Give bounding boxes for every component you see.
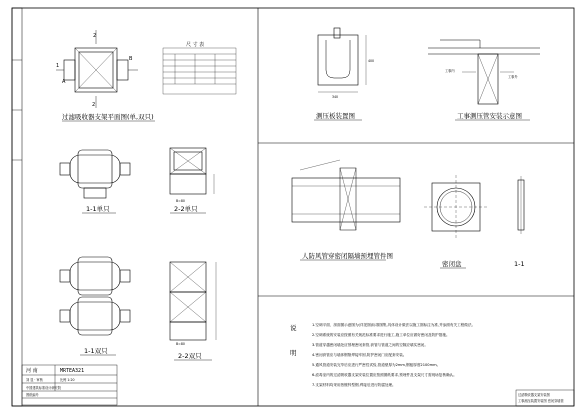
notes-heading-1: 说 [290,324,297,332]
section-marker-1: 1 [56,63,60,69]
notes-heading-2: 明 [290,349,297,357]
section-1-single [60,150,130,198]
section-2-double [170,262,216,340]
title-block-company: 河 南 [26,368,38,374]
title-block-drawing-no: MRTEA321 [60,368,85,374]
wall-pipe-title: 人防风管穿密闭隔墙预埋管件图 [302,252,393,260]
binding-strip [12,8,22,406]
dim-b-single: B=80 [176,199,185,203]
right-title-1: 过滤吸收器支架安装图 [518,393,550,397]
table-heading: 尺 寸 表 [186,42,205,48]
dimension-table [163,48,236,94]
plan-view [56,30,138,108]
section-2-single [170,148,214,194]
title-block-scale: 比例 1:20 [60,378,75,382]
side-mark-a: A [62,79,66,85]
dim-400: 400 [368,59,375,63]
pressure-plate-drawing [318,28,366,92]
section-1-single-title: 1-1单只 [86,205,110,213]
pressure-plate-title: 测压板装置图 [316,112,355,120]
side-mark-b: B [129,56,133,62]
right-title-2: 工事测压装置安装图 密闭穿墙管 [518,399,564,403]
blind-plate-title: 密闭盘 [442,260,462,268]
inner-side-label: 工事内 [445,69,455,73]
title-block-line4: 图纸编号 [26,393,39,397]
pipe-install-title: 工事测压管安装示意图 [457,112,522,120]
note-3: 3.管道穿越密闭墙处应预埋密闭套管,套管与管道之间的空隙应填实密闭。 [312,343,428,347]
note-7: 7.支架材料均采用热镀锌型钢,焊接后进行防腐处理。 [312,383,396,387]
section-1-double-title: 1-1双只 [84,347,108,355]
blind-plate-drawing [424,175,524,239]
wall-pipe-drawing [292,160,400,230]
section-1-double [60,257,130,335]
dim-340: 340 [332,95,339,99]
note-5: 5.通风管道安装完毕后应进行严密性试验,管道壁厚为2mm,钢板厚度2100mm。 [312,363,441,367]
note-2: 2.空调系统的安装应按照有关规范标准要求进行施工,施工单位应做好密闭及防护措施。 [312,333,450,337]
notes-list [312,322,475,387]
title-block-line3: 中国建筑标准设计研究院 [26,386,62,390]
section-2-single-title: 2-2单只 [174,205,198,213]
plan-view-title: 过滤吸收器支架平面图(单,双只) [62,113,154,121]
dim-b-double: B=80 [176,342,185,346]
outer-side-label: 工事外 [508,75,518,79]
section-marker-2b: 2 [92,102,96,108]
blind-plate-section: 1-1 [514,260,525,268]
note-1: 1.空调平面、剖面图示意图为(详见图)标准图集,具体设计做法以施工图标注为准,并参照有关工程做法。 [312,323,476,327]
title-block-row2: 刘 显 · 审核 [26,378,43,382]
note-4: 4.密闭套管应与墙体钢筋焊接牢固,防护密闭门应配套安装。 [312,353,407,357]
note-6: 6.滤毒室内的过滤吸收器支架安装位置应按照图纸要求,预埋件及支架尺寸需现场复核确认。 [312,373,457,377]
section-marker-2: 2 [93,33,97,39]
section-2-double-title: 2-2双只 [178,352,202,360]
